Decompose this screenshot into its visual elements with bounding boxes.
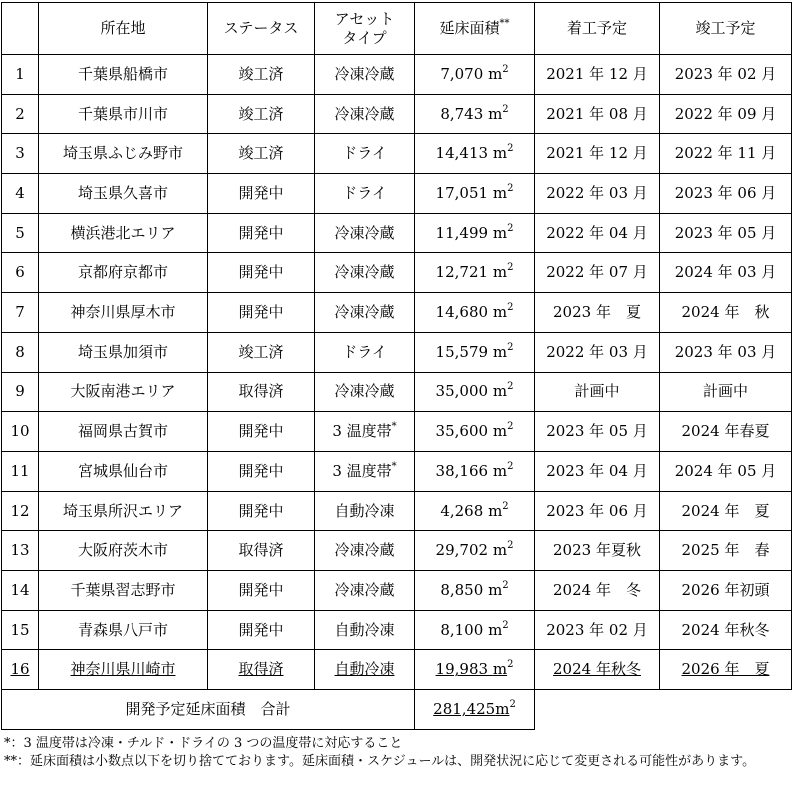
row-area-unit: m bbox=[488, 501, 503, 520]
header-location: 所在地 bbox=[39, 3, 208, 55]
row-completion: 2024 年 夏 bbox=[660, 491, 792, 531]
row-asset-type: 自動冷凍 bbox=[315, 610, 415, 650]
row-asset-type-mark: * bbox=[391, 421, 397, 433]
row-number: 5 bbox=[2, 213, 39, 253]
row-status: 開発中 bbox=[208, 174, 315, 214]
row-area-unit: m bbox=[492, 461, 508, 480]
row-status: 開発中 bbox=[208, 610, 315, 650]
row-completion: 2022 年 11 月 bbox=[660, 134, 792, 174]
row-number: 10 bbox=[2, 412, 39, 452]
row-area-unit: m bbox=[492, 342, 508, 361]
table-row bbox=[2, 174, 792, 214]
row-status: 取得済 bbox=[208, 531, 315, 571]
row-location: 京都府京都市 bbox=[39, 253, 208, 293]
row-location: 埼玉県ふじみ野市 bbox=[39, 134, 208, 174]
row-asset-type: 冷凍冷蔵 bbox=[315, 213, 415, 253]
row-completion: 2026 年 夏 bbox=[660, 650, 792, 690]
header-asset-type-line2: タイプ bbox=[342, 28, 387, 47]
row-floor-area: 38,166 $m^2$ bbox=[415, 451, 535, 491]
row-area-unit-sup: 2 bbox=[502, 579, 509, 591]
row-status: 取得済 bbox=[208, 650, 315, 690]
row-floor-area: 8,743 $m^2$ bbox=[415, 94, 535, 134]
footnote-temperature: *：3 温度帯は冷凍・チルド・ドライの 3 つの温度帯に対応すること bbox=[4, 736, 403, 751]
row-area-unit: m bbox=[492, 660, 508, 679]
row-location: 千葉県船橋市 bbox=[39, 55, 208, 95]
row-status: 竣工済 bbox=[208, 94, 315, 134]
row-number: 11 bbox=[2, 451, 39, 491]
row-floor-area: 35,000 $m^2$ bbox=[415, 372, 535, 412]
row-asset-type: 冷凍冷蔵 bbox=[315, 94, 415, 134]
header-status: ステータス bbox=[208, 3, 315, 55]
row-floor-area: 7,070 $m^2$ bbox=[415, 55, 535, 95]
row-completion: 2023 年 02 月 bbox=[660, 55, 792, 95]
row-floor-area: 15,579 $m^2$ bbox=[415, 332, 535, 372]
row-number: 2 bbox=[2, 94, 39, 134]
row-status: 開発中 bbox=[208, 293, 315, 333]
row-start: 2023 年 04 月 bbox=[535, 451, 660, 491]
row-number: 4 bbox=[2, 174, 39, 214]
row-location: 福岡県古賀市 bbox=[39, 412, 208, 452]
row-number: 9 bbox=[2, 372, 39, 412]
row-status: 開発中 bbox=[208, 253, 315, 293]
row-location: 神奈川県厚木市 bbox=[39, 293, 208, 333]
row-area-unit: m bbox=[488, 580, 503, 599]
row-number: 15 bbox=[2, 610, 39, 650]
properties-table bbox=[1, 2, 792, 730]
row-start: 2021 年 08 月 bbox=[535, 94, 660, 134]
header-floor-area-mark: ** bbox=[499, 18, 510, 30]
row-completion: 計画中 bbox=[660, 372, 792, 412]
row-area-unit-sup: 2 bbox=[507, 421, 514, 433]
row-area-unit-sup: 2 bbox=[502, 103, 509, 115]
header-floor-area bbox=[415, 3, 535, 55]
row-asset-type: 自動冷凍 bbox=[315, 491, 415, 531]
row-area-unit-sup: 2 bbox=[507, 262, 514, 274]
header-row bbox=[2, 3, 792, 55]
row-status: 竣工済 bbox=[208, 332, 315, 372]
row-completion: 2024 年春夏 bbox=[660, 412, 792, 452]
total-value-unit: m bbox=[495, 699, 510, 718]
row-floor-area: 14,680 $m^2$ bbox=[415, 293, 535, 333]
row-start: 2023 年 夏 bbox=[535, 293, 660, 333]
row-area-unit: m bbox=[492, 422, 508, 441]
table-row bbox=[2, 570, 792, 610]
row-area-unit-sup: 2 bbox=[507, 302, 514, 314]
row-area-unit: m bbox=[492, 541, 508, 560]
row-number: 1 bbox=[2, 55, 39, 95]
row-status: 開発中 bbox=[208, 213, 315, 253]
row-completion: 2026 年初頭 bbox=[660, 570, 792, 610]
row-area-unit: m bbox=[492, 382, 508, 401]
row-start: 2022 年 04 月 bbox=[535, 213, 660, 253]
table-row bbox=[2, 650, 792, 690]
header-completion: 竣工予定 bbox=[660, 3, 792, 55]
table-row bbox=[2, 412, 792, 452]
row-area-unit-sup: 2 bbox=[507, 460, 514, 472]
row-location: 横浜港北エリア bbox=[39, 213, 208, 253]
table-row bbox=[2, 94, 792, 134]
row-status: 竣工済 bbox=[208, 134, 315, 174]
row-status: 開発中 bbox=[208, 412, 315, 452]
row-asset-type: 自動冷凍 bbox=[315, 650, 415, 690]
row-status: 開発中 bbox=[208, 491, 315, 531]
row-area-unit-sup: 2 bbox=[507, 540, 514, 552]
row-completion: 2024 年 05 月 bbox=[660, 451, 792, 491]
row-location: 千葉県習志野市 bbox=[39, 570, 208, 610]
row-asset-type: ドライ bbox=[315, 174, 415, 214]
row-floor-area: 11,499 $m^2$ bbox=[415, 213, 535, 253]
row-asset-type: 冷凍冷蔵 bbox=[315, 293, 415, 333]
row-area-unit-sup: 2 bbox=[507, 143, 514, 155]
row-asset-type: 冷凍冷蔵 bbox=[315, 253, 415, 293]
total-label: 開発予定延床面積 合計 bbox=[2, 690, 415, 730]
total-value bbox=[415, 690, 535, 730]
row-floor-area: 4,268 $m^2$ bbox=[415, 491, 535, 531]
row-status: 開発中 bbox=[208, 570, 315, 610]
row-completion: 2024 年秋冬 bbox=[660, 610, 792, 650]
row-number: 16 bbox=[2, 650, 39, 690]
row-area-unit-sup: 2 bbox=[507, 222, 514, 234]
row-start: 2022 年 07 月 bbox=[535, 253, 660, 293]
row-completion: 2023 年 03 月 bbox=[660, 332, 792, 372]
row-asset-type: 冷凍冷蔵 bbox=[315, 372, 415, 412]
row-number: 7 bbox=[2, 293, 39, 333]
row-floor-area: 35,600 $m^2$ bbox=[415, 412, 535, 452]
row-start: 2024 年秋冬 bbox=[535, 650, 660, 690]
header-asset-type-line1: アセット bbox=[334, 9, 395, 28]
footnotes bbox=[4, 735, 790, 771]
table-row bbox=[2, 610, 792, 650]
row-start: 2022 年 03 月 bbox=[535, 332, 660, 372]
row-number: 3 bbox=[2, 134, 39, 174]
row-start: 2023 年 02 月 bbox=[535, 610, 660, 650]
table-row bbox=[2, 491, 792, 531]
row-area-unit: m bbox=[492, 144, 508, 163]
table-row bbox=[2, 332, 792, 372]
row-asset-type: 3 温度帯* bbox=[315, 451, 415, 491]
row-area-unit: m bbox=[488, 620, 503, 639]
row-floor-area: 14,413 $m^2$ bbox=[415, 134, 535, 174]
header-floor-area-label: 延床面積 bbox=[439, 19, 500, 38]
row-asset-type: 3 温度帯* bbox=[315, 412, 415, 452]
row-area-unit-sup: 2 bbox=[507, 183, 514, 195]
table-row bbox=[2, 531, 792, 571]
total-row bbox=[2, 690, 792, 730]
row-location: 埼玉県久喜市 bbox=[39, 174, 208, 214]
table-row bbox=[2, 134, 792, 174]
table-row bbox=[2, 372, 792, 412]
row-completion: 2024 年 03 月 bbox=[660, 253, 792, 293]
row-asset-type: ドライ bbox=[315, 134, 415, 174]
row-completion: 2022 年 09 月 bbox=[660, 94, 792, 134]
row-area-unit: m bbox=[488, 104, 503, 123]
row-start: 2023 年 05 月 bbox=[535, 412, 660, 452]
row-area-unit-sup: 2 bbox=[502, 619, 509, 631]
row-status: 竣工済 bbox=[208, 55, 315, 95]
row-floor-area: 12,721 $m^2$ bbox=[415, 253, 535, 293]
row-area-unit-sup: 2 bbox=[502, 63, 509, 75]
row-asset-type-mark: * bbox=[391, 460, 397, 472]
row-status: 取得済 bbox=[208, 372, 315, 412]
total-value-unit-sup: 2 bbox=[509, 698, 516, 710]
row-area-unit: m bbox=[492, 263, 508, 282]
row-location: 千葉県市川市 bbox=[39, 94, 208, 134]
row-start: 2024 年 冬 bbox=[535, 570, 660, 610]
table-row bbox=[2, 253, 792, 293]
row-completion: 2025 年 春 bbox=[660, 531, 792, 571]
row-area-unit-sup: 2 bbox=[502, 500, 509, 512]
row-area-unit-sup: 2 bbox=[507, 659, 514, 671]
row-area-unit: m bbox=[492, 303, 508, 322]
row-location: 大阪南港エリア bbox=[39, 372, 208, 412]
table-row bbox=[2, 55, 792, 95]
row-area-unit: m bbox=[492, 184, 508, 203]
row-number: 8 bbox=[2, 332, 39, 372]
row-location: 大阪府茨木市 bbox=[39, 531, 208, 571]
row-area-unit-sup: 2 bbox=[507, 341, 514, 353]
row-status: 開発中 bbox=[208, 451, 315, 491]
row-location: 宮城県仙台市 bbox=[39, 451, 208, 491]
row-completion: 2023 年 06 月 bbox=[660, 174, 792, 214]
row-completion: 2024 年 秋 bbox=[660, 293, 792, 333]
footnote-area: **：延床面積は小数点以下を切り捨てております。延床面積・スケジュールは、開発状況に応じて変更される可能性があります。 bbox=[4, 754, 756, 769]
row-asset-type: 冷凍冷蔵 bbox=[315, 570, 415, 610]
row-floor-area: 17,051 $m^2$ bbox=[415, 174, 535, 214]
row-start: 2023 年夏秋 bbox=[535, 531, 660, 571]
row-location: 青森県八戸市 bbox=[39, 610, 208, 650]
row-completion: 2023 年 05 月 bbox=[660, 213, 792, 253]
row-area-unit: m bbox=[488, 64, 503, 83]
row-area-unit-sup: 2 bbox=[507, 381, 514, 393]
row-start: 計画中 bbox=[535, 372, 660, 412]
row-location: 埼玉県加須市 bbox=[39, 332, 208, 372]
table-row bbox=[2, 451, 792, 491]
row-start: 2023 年 06 月 bbox=[535, 491, 660, 531]
row-start: 2021 年 12 月 bbox=[535, 134, 660, 174]
header-asset-type bbox=[315, 3, 415, 55]
row-asset-type: 冷凍冷蔵 bbox=[315, 531, 415, 571]
header-start: 着工予定 bbox=[535, 3, 660, 55]
header-no bbox=[2, 3, 39, 55]
row-asset-type: ドライ bbox=[315, 332, 415, 372]
row-asset-type: 冷凍冷蔵 bbox=[315, 55, 415, 95]
row-floor-area: 8,850 $m^2$ bbox=[415, 570, 535, 610]
row-location: 埼玉県所沢エリア bbox=[39, 491, 208, 531]
row-number: 13 bbox=[2, 531, 39, 571]
row-floor-area: 8,100 $m^2$ bbox=[415, 610, 535, 650]
row-location: 神奈川県川崎市 bbox=[39, 650, 208, 690]
row-floor-area: 19,983 $m^2$ bbox=[415, 650, 535, 690]
row-area-unit: m bbox=[492, 223, 508, 242]
total-value-number: 281,425 bbox=[433, 699, 496, 718]
row-floor-area: 29,702 $m^2$ bbox=[415, 531, 535, 571]
row-number: 12 bbox=[2, 491, 39, 531]
row-number: 6 bbox=[2, 253, 39, 293]
table-row bbox=[2, 213, 792, 253]
table-row bbox=[2, 293, 792, 333]
row-start: 2022 年 03 月 bbox=[535, 174, 660, 214]
row-number: 14 bbox=[2, 570, 39, 610]
total-blank bbox=[535, 690, 792, 730]
row-start: 2021 年 12 月 bbox=[535, 55, 660, 95]
